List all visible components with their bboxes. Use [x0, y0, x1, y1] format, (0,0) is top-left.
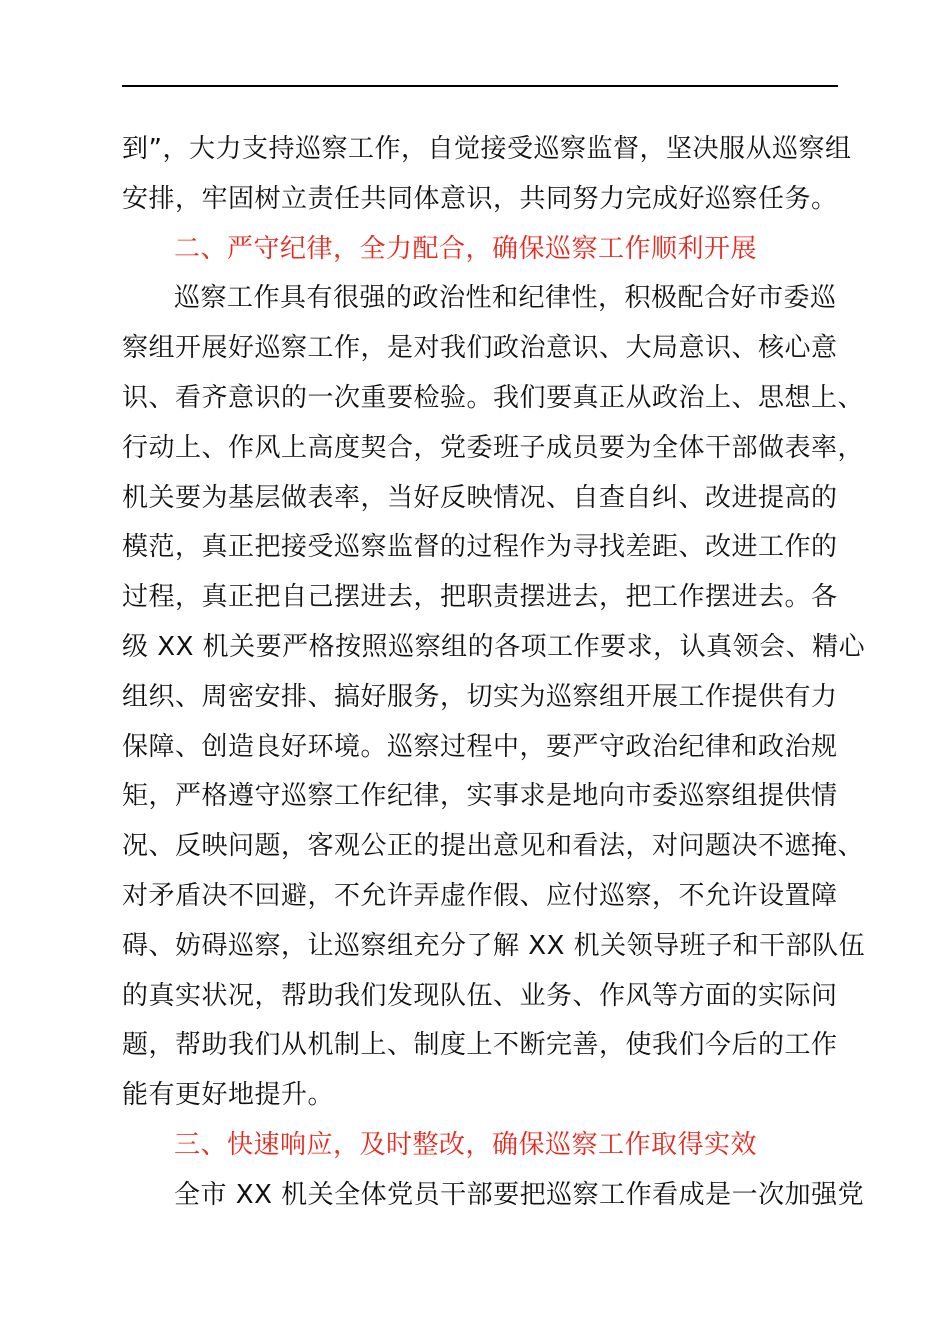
paragraph-first-line: 全市 XX 机关全体党员干部要把巡察工作看成是一次加强党 — [174, 1179, 865, 1210]
text-line: 矩，严格遵守巡察工作纪律，实事求是地向市委巡察组提供情 — [122, 781, 838, 812]
text-line: 碍、妨碍巡察，让巡察组充分了解 XX 机关领导班子和干部队伍 — [122, 930, 866, 961]
text-line: 题，帮助我们从机制上、制度上不断完善，使我们今后的工作 — [122, 1030, 838, 1061]
text-line: 级 XX 机关要严格按照巡察组的各项工作要求，认真领会、精心 — [122, 631, 866, 662]
text-line: 的真实状况，帮助我们发现队伍、业务、作风等方面的实际问 — [122, 980, 838, 1011]
text-line: 组织、周密安排、搞好服务，切实为巡察组开展工作提供有力 — [122, 681, 838, 712]
text-line: 模范，真正把接受巡察监督的过程作为寻找差距、改进工作的 — [122, 532, 838, 563]
section-heading-2: 二、严守纪律，全力配合，确保巡察工作顺利开展 — [174, 233, 758, 264]
section-heading-3: 三、快速响应，及时整改，确保巡察工作取得实效 — [174, 1129, 758, 1160]
text-line: 对矛盾决不回避，不允许弄虚作假、应付巡察，不允许设置障 — [122, 880, 838, 911]
text-line: 保障、创造良好环境。巡察过程中，要严守政治纪律和政治规 — [122, 731, 838, 762]
text-line: 况、反映问题，客观公正的提出意见和看法，对问题决不遮掩、 — [122, 831, 865, 862]
text-line: 识、看齐意识的一次重要检验。我们要真正从政治上、思想上、 — [122, 382, 865, 413]
text-line: 行动上、作风上高度契合，党委班子成员要为全体干部做表率， — [122, 432, 865, 463]
text-line: 到”，大力支持巡察工作，自觉接受巡察监督，坚决服从巡察组 — [122, 134, 852, 164]
text-line: 能有更好地提升。 — [122, 1080, 335, 1111]
document-body — [122, 125, 866, 1221]
text-line: 察组开展好巡察工作，是对我们政治意识、大局意识、核心意 — [122, 333, 838, 364]
text-line: 过程，真正把自己摆进去，把职责摆进去，把工作摆进去。各 — [122, 582, 838, 613]
header-rule — [122, 85, 838, 87]
text-line: 安排，牢固树立责任共同体意识，共同努力完成好巡察任务。 — [122, 183, 838, 214]
paragraph-first-line: 巡察工作具有很强的政治性和纪律性，积极配合好市委巡 — [174, 283, 837, 314]
text-line: 机关要为基层做表率，当好反映情况、自查自纠、改进提高的 — [122, 482, 838, 513]
